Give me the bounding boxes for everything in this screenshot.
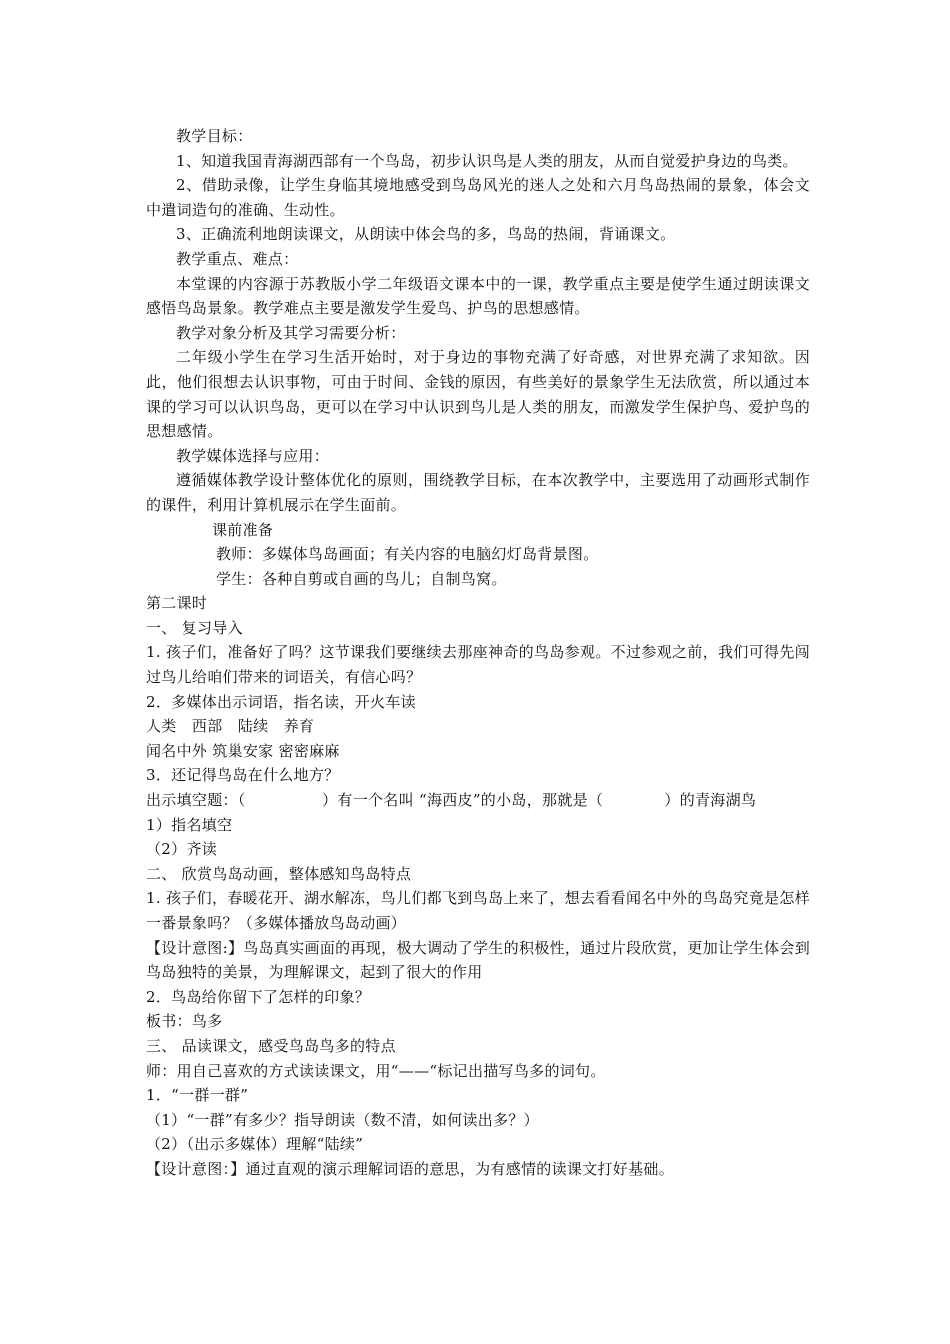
paragraph: 人类 西部 陆续 养育 <box>146 717 315 736</box>
paragraph: 二年级小学生在学习生活开始时，对于身边的事物充满了好奇感，对世界充满了求知欲。因此，他们很想去认识事物，可由于时间、金钱的原因，有些美好的景象学生无法欣赏，所以通过本课的学习可以认识鸟岛，更可以在学习中认识到鸟儿是人类的朋友，而激发学生保护鸟、爱护鸟的思想感情。 <box>146 348 810 441</box>
paragraph: 1. 孩子们，准备好了吗？这节课我们要继续去那座神奇的鸟岛参观。不过参观之前，我们可得先闯过鸟儿给咱们带来的词语关，有信心吗？ <box>146 643 810 687</box>
paragraph: 3、正确流利地朗读课文，从朗读中体会鸟的多，鸟岛的热闹，背诵课文。 <box>176 225 676 244</box>
paragraph: （1）“一群”有多少？指导朗读（数不清，如何读出多？） <box>146 1110 539 1129</box>
paragraph: 教学对象分析及其学习需要分析： <box>176 323 406 342</box>
paragraph: 1．“一群一群” <box>146 1086 249 1105</box>
paragraph: 二、 欣赏鸟岛动画，整体感知鸟岛特点 <box>146 864 412 883</box>
paragraph: 一、 复习导入 <box>146 618 243 637</box>
paragraph: 1）指名填空 <box>146 815 233 834</box>
paragraph: 板书：鸟多 <box>146 1012 223 1031</box>
paragraph: 3．还记得鸟岛在什么地方？ <box>146 766 340 785</box>
paragraph: 本堂课的内容源于苏教版小学二年级语文课本中的一课，教学重点主要是使学生通过朗读课文感悟鸟岛景象。教学难点主要是激发学生爱鸟、护鸟的思想感情。 <box>146 274 810 318</box>
paragraph: 第二课时 <box>146 594 208 613</box>
paragraph: 教学重点、难点： <box>176 249 299 268</box>
paragraph: 【设计意图:】鸟岛真实画面的再现，极大调动了学生的积极性，通过片段欣赏，更加让学生体会到鸟岛独特的美景，为理解课文，起到了很大的作用 <box>146 938 810 982</box>
paragraph: （2）（出示多媒体）理解“陆续” <box>146 1135 364 1154</box>
paragraph: 闻名中外 筑巢安家 密密麻麻 <box>146 741 340 760</box>
paragraph: 教师：多媒体鸟岛画面；有关内容的电脑幻灯岛背景图。 <box>216 545 599 564</box>
paragraph: 1. 孩子们，春暖花开、湖水解冻，鸟儿们都飞到鸟岛上来了，想去看看闻名中外的鸟岛究竟是怎样一番景象吗？（多媒体播放鸟岛动画） <box>146 889 810 932</box>
paragraph: 遵循媒体教学设计整体优化的原则，围绕教学目标，在本次教学中，主要选用了动画形式制作的课件，利用计算机展示在学生面前。 <box>146 471 810 514</box>
paragraph: 教学媒体选择与应用： <box>176 446 330 465</box>
paragraph: 2．鸟岛给你留下了怎样的印象？ <box>146 987 371 1006</box>
paragraph: 学生：各种自剪或自画的鸟儿；自制鸟窝。 <box>216 569 507 588</box>
paragraph: 2．多媒体出示词语，指名读，开火车读 <box>146 692 416 711</box>
paragraph: 2、借助录像，让学生身临其境地感受到鸟岛风光的迷人之处和六月鸟岛热闹的景象，体会文中遣词造句的准确、生动性。 <box>146 176 810 219</box>
document-body <box>146 124 810 1182</box>
paragraph: 【设计意图：】通过直观的演示理解词语的意思，为有感情的读课文打好基础。 <box>146 1159 675 1178</box>
paragraph: （2）齐读 <box>146 840 218 859</box>
paragraph: 课前准备 <box>212 520 274 539</box>
paragraph: 师：用自己喜欢的方式读读课文，用“——“标记出描写鸟多的词句。 <box>146 1061 606 1080</box>
paragraph: 出示填空题：（ ）有一个名叫 “海西皮”的小岛，那就是（ ）的青海湖鸟 <box>146 791 757 810</box>
paragraph: 三、 品读课文，感受鸟岛鸟多的特点 <box>146 1036 396 1055</box>
paragraph: 1、知道我国青海湖西部有一个鸟岛，初步认识鸟是人类的朋友，从而自觉爱护身边的鸟类。 <box>176 151 798 170</box>
paragraph: 教学目标： <box>176 127 253 145</box>
